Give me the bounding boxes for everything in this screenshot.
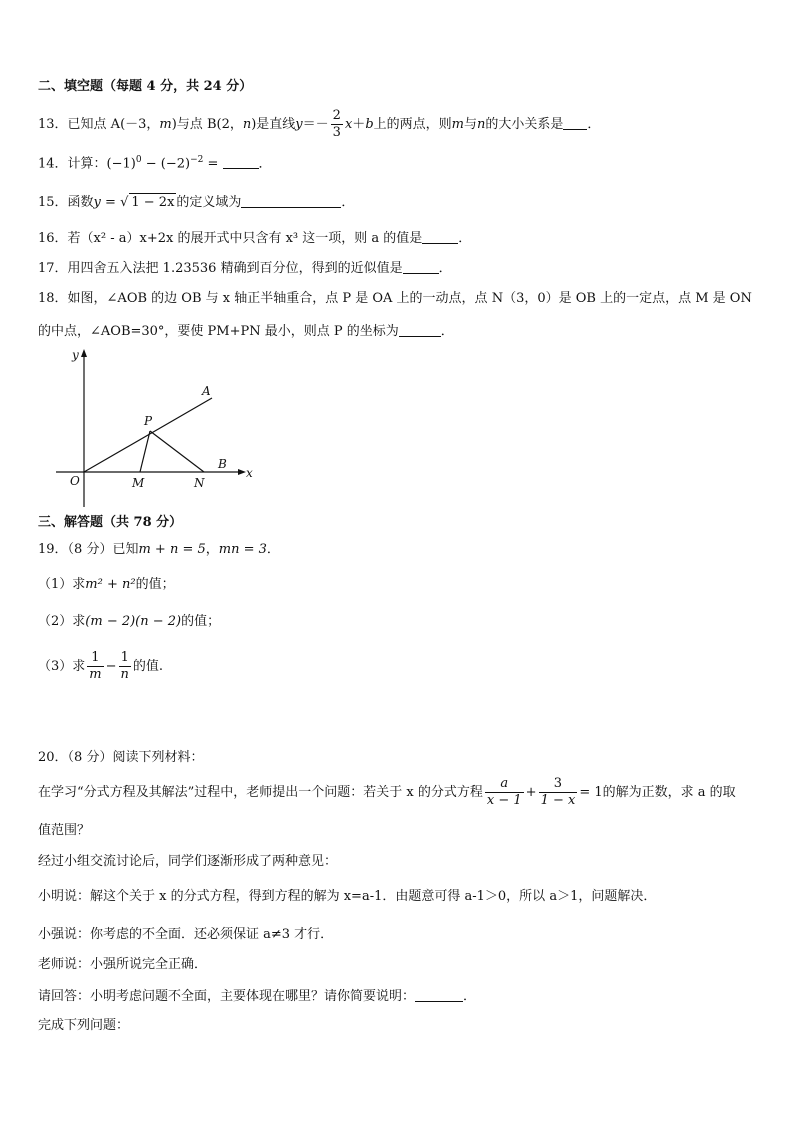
q20-f2-den: 1 − x <box>540 793 576 808</box>
q19-p3-frac1 <box>87 650 103 683</box>
q19-p2-expr: (m − 2)(n − 2) <box>85 614 182 629</box>
label-x: x <box>246 466 253 480</box>
q20-l1-suffix: 的解为正数，求 a 的取 <box>602 785 736 800</box>
q14-expr2: (−2) <box>160 156 191 172</box>
question-20-line-2: 值范围？ <box>38 823 91 838</box>
question-20-stem: 20．（8 分）阅读下列材料： <box>38 750 204 765</box>
ray-oa <box>84 398 212 472</box>
q13-var-y: y <box>295 117 303 132</box>
q15-text: 15．函数 <box>38 195 94 210</box>
q13-text-b: )与点 B(2， <box>171 117 243 132</box>
question-16 <box>38 229 471 248</box>
geometry-figure <box>50 345 260 515</box>
q19-p2-prefix: （2）求 <box>38 614 86 629</box>
q13-text-f: 的大小关系是 <box>485 117 564 132</box>
q19-p1-prefix: （1）求 <box>38 577 86 592</box>
q17-end: ． <box>438 261 452 276</box>
q19-p3-den2: n <box>120 667 129 682</box>
q15-eq: = <box>100 195 121 210</box>
q13-var-n: n <box>242 117 252 132</box>
label-n: N <box>194 476 205 490</box>
q20-frac1 <box>485 776 524 809</box>
label-a: A <box>202 384 211 398</box>
q13-plus: ＋ <box>352 117 366 132</box>
q15-answer-blank[interactable] <box>241 193 341 208</box>
q15-sqrt-sign: √ <box>120 195 129 210</box>
question-13 <box>38 108 600 141</box>
q20-l7-end: ． <box>463 989 477 1004</box>
q13-var-m2: m <box>451 117 464 132</box>
q19-p3-num1: 1 <box>87 650 103 667</box>
question-17 <box>38 259 452 278</box>
q13-text-c: )是直线 <box>251 117 296 132</box>
q13-fraction <box>331 108 343 141</box>
label-o: O <box>70 474 80 488</box>
q15-var-y: y <box>93 195 101 210</box>
q13-text-d: 上的两点，则 <box>373 117 452 132</box>
q13-var-x: x <box>344 117 353 132</box>
q15-suffix: 的定义域为 <box>176 195 242 210</box>
q20-l1-prefix: 在学习“分式方程及其解法”过程中，老师提出一个问题：若关于 x 的分式方程 <box>38 785 483 800</box>
question-20-line-3: 经过小组交流讨论后，同学们逐渐形成了两种意见： <box>38 854 338 869</box>
q13-frac-num: 2 <box>332 108 341 123</box>
y-axis-arrow <box>81 349 87 357</box>
q19-p3-frac2 <box>119 650 131 683</box>
q16-answer-blank[interactable] <box>422 229 458 244</box>
q20-plus: + <box>525 785 537 800</box>
q19-end: ． <box>266 542 280 557</box>
q14-exp1: 0 <box>135 155 142 165</box>
question-19-part-1 <box>38 576 175 594</box>
q20-frac2 <box>539 776 578 809</box>
q20-l7-text: 请回答：小明考虑问题不全面，主要体现在哪里？请你简要说明： <box>38 989 416 1004</box>
q19-text: 19．（8 分）已知 <box>38 542 139 557</box>
q16-end: ． <box>458 231 472 246</box>
q13-eq: ＝－ <box>302 117 329 132</box>
question-18-line-1: 18．如图，∠AOB 的边 OB 与 x 轴正半轴重合，点 P 是 OA 上的一动点，点 N（3，0）是 OB 上的一定点，点 M 是 ON <box>38 291 752 306</box>
q14-answer-blank[interactable] <box>223 154 259 169</box>
question-15 <box>38 193 354 212</box>
question-20-line-4: 小明说：解这个关于 x 的分式方程，得到方程的解为 x=a-1．由题意可得 a-1＞0，所以 a＞1，问题解决． <box>38 889 657 904</box>
question-20-line-7 <box>38 987 476 1006</box>
question-19-part-2 <box>38 613 220 631</box>
question-19-stem <box>38 541 280 559</box>
label-p: P <box>144 414 153 428</box>
q20-f1-den: x − 1 <box>486 793 522 808</box>
q19-p2-suffix: 的值； <box>181 614 221 629</box>
q14-exp2: −2 <box>190 155 204 165</box>
question-20-line-1 <box>38 774 736 812</box>
q14-end: ． <box>258 156 272 172</box>
q13-text-e: 与 <box>463 117 477 132</box>
q19-p3-num2: 1 <box>119 650 131 667</box>
q19-sep: ， <box>205 542 219 557</box>
question-20-line-5: 小强说：你考虑的不全面．还必须保证 a≠3 才行． <box>38 927 334 942</box>
label-y: y <box>72 348 79 362</box>
q19-p3-minus: − <box>105 659 117 674</box>
q19-p3-prefix: （3）求 <box>38 659 86 674</box>
q19-p1-expr: m² + n² <box>85 577 136 592</box>
question-18-line-2 <box>38 322 454 341</box>
question-20-line-6: 老师说：小强所说完全正确． <box>38 957 208 972</box>
label-m: M <box>132 476 145 490</box>
q20-f1-num: a <box>485 776 524 793</box>
q19-p3-suffix: 的值. <box>132 659 164 674</box>
question-19-part-3 <box>38 648 163 686</box>
label-b: B <box>218 457 227 471</box>
q13-text-a: 13．已知点 A(－3， <box>38 117 160 132</box>
q16-text: 16．若（x² - a）x+2x 的展开式中只含有 x³ 这一项，则 a 的值是 <box>38 231 423 246</box>
q13-var-b: b <box>365 117 374 132</box>
q13-frac-den: 3 <box>332 125 341 140</box>
q18-text: 的中点，∠AOB=30°，要使 PM+PN 最小，则点 P 的坐标为 <box>38 324 399 339</box>
q13-end: ． <box>587 117 601 132</box>
q19-p1-suffix: 的值； <box>135 577 175 592</box>
q13-answer-blank[interactable] <box>563 115 587 130</box>
q19-expr2: mn = 3 <box>218 542 267 557</box>
q15-end: ． <box>341 195 355 210</box>
section-2-title: 二、填空题（每题 4 分，共 24 分） <box>38 79 253 94</box>
segment-pn <box>150 431 204 472</box>
q13-var-m: m <box>159 117 172 132</box>
q15-radicand: 1 − 2x <box>131 195 175 210</box>
x-axis-arrow <box>238 469 246 475</box>
q13-var-n2: n <box>477 117 486 132</box>
q19-p3-den1: m <box>89 667 102 682</box>
q14-text: 14．计算： <box>38 156 107 172</box>
q14-expr1: (−1) <box>106 156 136 172</box>
q18-answer-blank[interactable] <box>399 322 441 337</box>
q14-minus: − <box>141 156 161 172</box>
q20-answer-blank[interactable] <box>415 987 463 1002</box>
question-20-line-8: 完成下列问题： <box>38 1018 130 1033</box>
q17-answer-blank[interactable] <box>403 259 439 274</box>
q14-eq: = <box>203 156 223 172</box>
question-14 <box>38 151 272 173</box>
q19-expr1: m + n = 5 <box>138 542 206 557</box>
q20-eq: = 1 <box>579 785 603 800</box>
q20-f2-num: 3 <box>539 776 578 793</box>
q18-end: ． <box>440 324 454 339</box>
q17-text: 17．用四舍五入法把 1.23536 精确到百分位，得到的近似值是 <box>38 261 403 276</box>
section-3-title: 三、解答题（共 78 分） <box>38 515 183 530</box>
